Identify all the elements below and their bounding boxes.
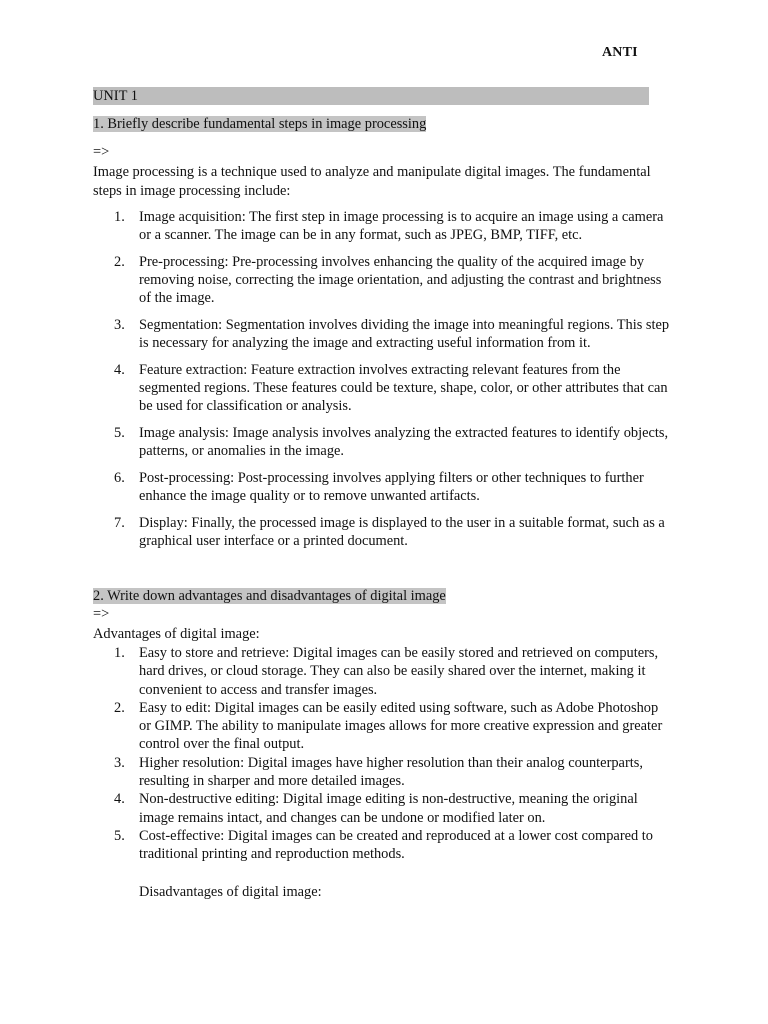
list-number: 4. [114,791,125,808]
list-item [93,469,673,505]
document-body [93,87,673,902]
list-item-text: Display: Finally, the processed image is displayed to the user in a suitable format, such as a graphical user interface or a printed document. [139,515,665,550]
list-number: 4. [114,362,125,379]
list-item-text: Image acquisition: The first step in image processing is to acquire an image using a camera or a scanner. The image can be in any format, such as JPEG, BMP, TIFF, etc. [139,208,664,244]
list-item [93,253,673,308]
answer-arrow: => [93,605,110,622]
intro-paragraph: Image processing is a technique used to analyze and manipulate digital images. The fundamental steps in image processing include: [93,164,651,199]
list-number: 7. [114,515,125,532]
list-item-text: Feature extraction: Feature extraction involves extracting relevant features from the segmented regions. These features could be texture, shape, color, or other attributes that can be used for classification or analysis. [139,362,668,415]
list-number: 2. [114,700,125,717]
list-number: 3. [114,754,125,771]
header-mark: ANTI [602,45,638,60]
list-number: 1. [114,208,125,225]
list-item [93,361,673,416]
question-2-heading [93,587,673,605]
list-item [93,316,673,352]
list-item-text: Cost-effective: Digital images can be created and reproduced at a lower cost compared to traditional printing and reproduction methods. [139,828,653,863]
steps-list [93,208,673,551]
question-2-title: 2. Write down advantages and disadvantages of digital image [93,587,446,604]
list-item [93,644,673,699]
list-item-text: Segmentation: Segmentation involves dividing the image into meaningful regions. This step is necessary for analyzing the image and extracting useful information from it. [139,317,670,352]
list-item-text: Post-processing: Post-processing involves applying filters or other techniques to further enhance the image quality or to remove unwanted artifacts. [139,470,644,505]
advantages-list [93,644,673,863]
list-number: 6. [114,470,125,487]
list-item-text: Pre-processing: Pre-processing involves enhancing the quality of the acquired image by removing noise, correcting the image orientation, and adjusting the contrast and brightness of the image. [139,253,662,307]
question-1-heading [93,115,673,133]
list-item-text: Non-destructive editing: Digital image editing is non-destructive, meaning the original image remains intact, and changes can be undone or modified later on. [139,791,638,826]
advantages-heading: Advantages of digital image: [93,626,260,643]
answer-arrow: => [93,144,110,161]
list-number: 5. [114,828,125,845]
list-item [93,424,673,460]
list-number: 3. [114,317,125,334]
question-1-title: 1. Briefly describe fundamental steps in image processing [93,116,427,132]
list-item [93,208,673,244]
list-item-text: Easy to edit: Digital images can be easily edited using software, such as Adobe Photoshop or GIMP. The ability to manipulate images allows for more creative expression and greater control over the final output. [139,700,663,753]
unit-heading: UNIT 1 [93,87,649,105]
list-item-text: Image analysis: Image analysis involves analyzing the extracted features to identify objects, patterns, or anomalies in the image. [139,425,669,460]
list-item-text: Higher resolution: Digital images have higher resolution than their analog counterparts, resulting in sharper and more detailed images. [139,754,643,790]
list-number: 2. [114,253,125,270]
list-item [93,699,673,754]
list-item [93,754,673,790]
disadvantages-heading: Disadvantages of digital image: [139,884,322,901]
list-item [93,514,673,550]
list-item [93,827,673,863]
list-item-text: Easy to store and retrieve: Digital images can be easily stored and retrieved on computers, hard drives, or cloud storage. They can also be easily shared over the internet, making it convenient to access and transfer images. [139,645,659,698]
list-number: 1. [114,645,125,662]
list-number: 5. [114,425,125,442]
list-item [93,790,673,826]
